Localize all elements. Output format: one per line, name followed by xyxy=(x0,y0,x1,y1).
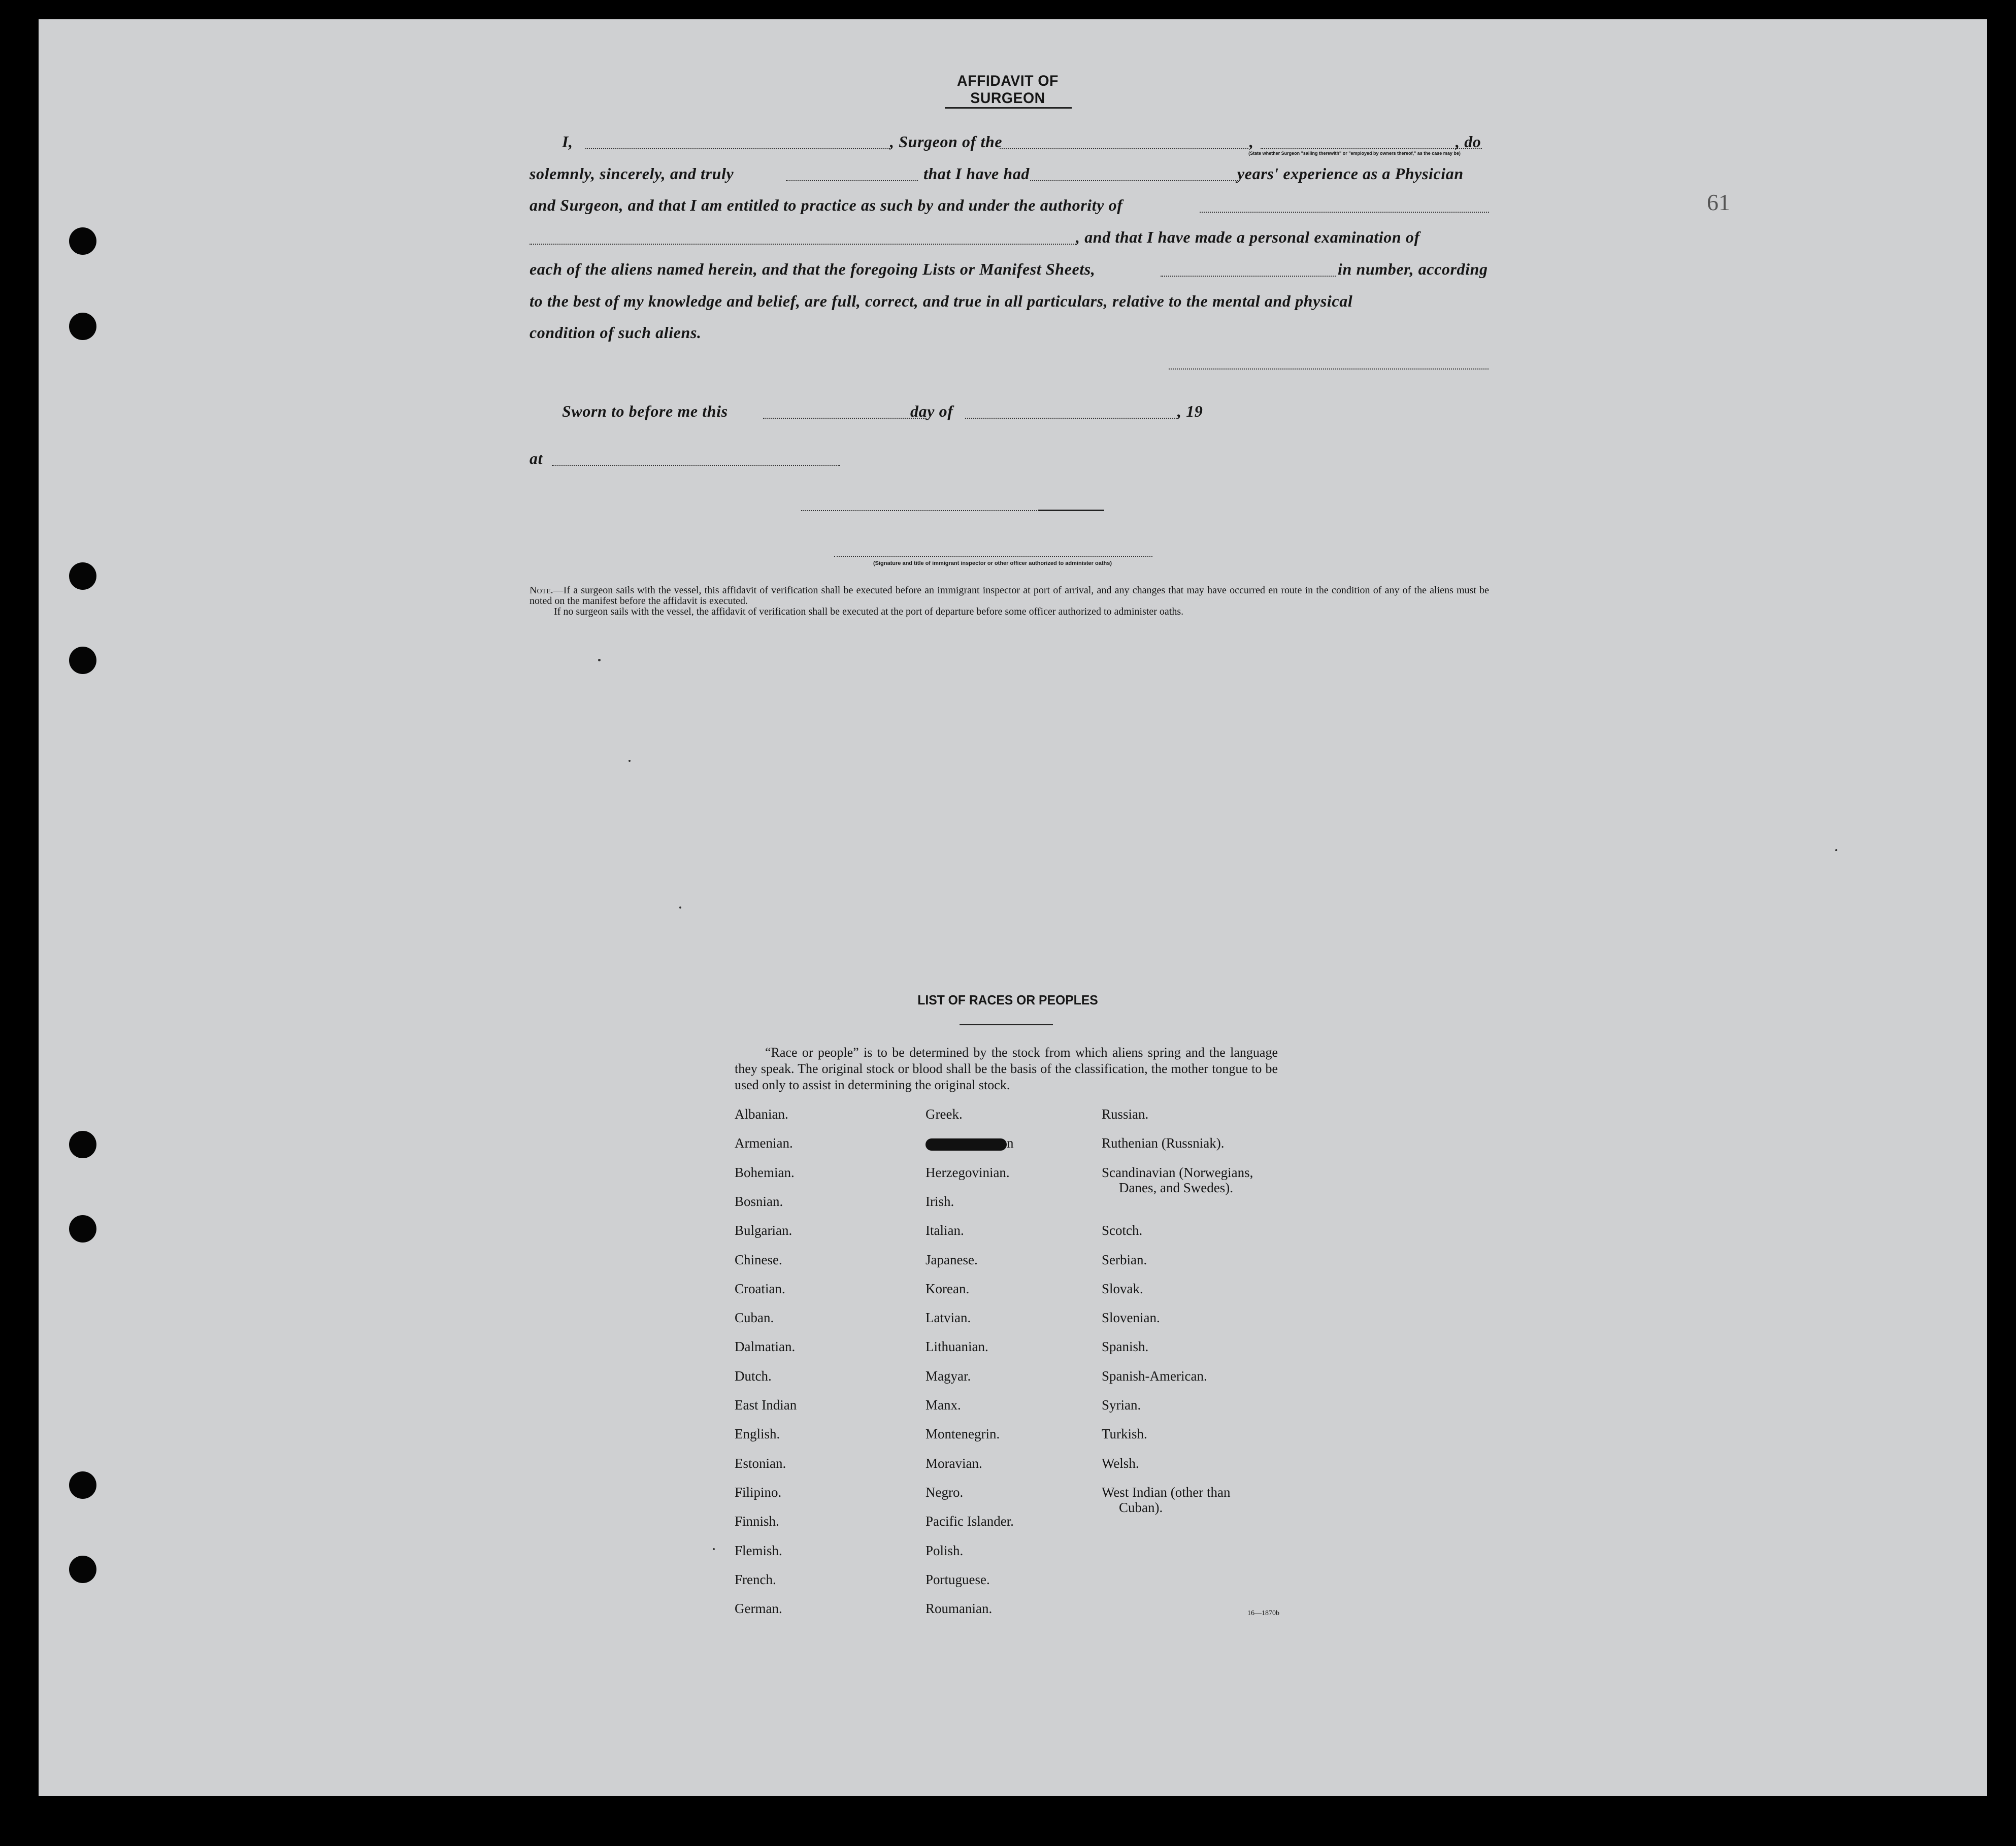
affidavit-line-7 xyxy=(530,318,1489,347)
race-item: Italian. xyxy=(926,1223,964,1238)
affidavit-line-5 xyxy=(530,254,1489,284)
race-item: Spanish. xyxy=(1102,1339,1149,1355)
blank-field[interactable] xyxy=(965,417,1177,419)
note-text: If no surgeon sails with the vessel, the affidavit of verification shall be executed at the port of departure before some officer authorized to administer oaths. xyxy=(554,606,1184,617)
line-text: , 19 xyxy=(1177,402,1203,420)
race-item: Albanian. xyxy=(735,1106,788,1122)
races-title: LIST OF RACES OR PEOPLES xyxy=(917,992,1098,1008)
race-item: Estonian. xyxy=(735,1455,786,1471)
line-text: solemnly, sincerely, and truly xyxy=(530,164,734,183)
inspector-signature-line[interactable] xyxy=(834,556,1152,557)
race-item: Finnish. xyxy=(735,1514,779,1529)
line-text: condition of such aliens. xyxy=(530,323,702,342)
sworn-line xyxy=(530,396,1489,426)
race-item: East Indian xyxy=(735,1397,797,1413)
race-item: Magyar. xyxy=(926,1368,971,1384)
race-item-redacted xyxy=(926,1135,1014,1151)
race-item: Scotch. xyxy=(1102,1223,1143,1238)
race-item: Bohemian. xyxy=(735,1164,795,1180)
line-text: , xyxy=(1249,132,1254,151)
race-item: Lithuanian. xyxy=(926,1339,988,1355)
race-item: English. xyxy=(735,1426,780,1442)
signature-caption: (Signature and title of immigrant inspector or other officer authorized to administer oaths) xyxy=(873,560,1112,566)
document-sheet xyxy=(39,19,1987,1796)
line-text: , Surgeon of the xyxy=(890,132,1003,151)
affidavit-line-3 xyxy=(530,190,1489,220)
line-text: in number, according xyxy=(1338,260,1488,278)
race-item: Portuguese. xyxy=(926,1571,990,1587)
line-text: I, xyxy=(562,132,573,151)
ink-blot xyxy=(926,1138,1007,1151)
race-item: German. xyxy=(735,1601,782,1617)
blank-field[interactable] xyxy=(1030,179,1238,181)
race-item: Filipino. xyxy=(735,1484,782,1500)
surgeon-status-note: (State whether Surgeon "sailing therewith" or "employed by owners thereof," as the case may be) xyxy=(1248,151,1461,156)
punch-hole xyxy=(69,1471,96,1499)
line-text: , and that I have made a personal examination of xyxy=(1076,228,1420,246)
race-item: Turkish. xyxy=(1102,1426,1147,1442)
seal-line-solid xyxy=(1038,510,1104,511)
affidavit-line-4 xyxy=(530,222,1489,252)
scan-speck xyxy=(679,907,681,909)
race-item: Syrian. xyxy=(1102,1397,1141,1413)
race-item: Russian. xyxy=(1102,1106,1149,1122)
race-item: Pacific Islander. xyxy=(926,1514,1014,1529)
title-rule xyxy=(960,1024,1053,1025)
note-text: —If a surgeon sails with the vessel, this affidavit of verification shall be executed before an immigrant inspector at port of arrival, and any changes that may have occurred en route in the condition of any of the aliens must be noted on the manifest before the affidavit is executed. xyxy=(530,585,1489,607)
race-item: Slovenian. xyxy=(1102,1310,1160,1326)
line-text: to the best of my knowledge and belief, are full, correct, and true in all particulars, relative to the mental and physical xyxy=(530,292,1353,310)
race-item: Bulgarian. xyxy=(735,1223,792,1238)
punch-hole xyxy=(69,562,96,590)
affidavit-title: AFFIDAVIT OF SURGEON xyxy=(957,73,1059,107)
race-item: Serbian. xyxy=(1102,1252,1147,1267)
race-item: Cuban. xyxy=(735,1310,774,1326)
affidavit-note xyxy=(530,585,1489,617)
race-item: Danes, and Swedes). xyxy=(1119,1180,1233,1195)
race-item: Armenian. xyxy=(735,1135,793,1151)
affidavit-line-6 xyxy=(530,286,1489,316)
race-item: Korean. xyxy=(926,1281,970,1296)
redacted-suffix: n xyxy=(1007,1135,1014,1151)
scan-speck xyxy=(713,1548,715,1550)
blank-field[interactable] xyxy=(585,147,890,149)
race-item: Greek. xyxy=(926,1106,963,1122)
at-line xyxy=(530,444,1489,473)
scan-speck xyxy=(629,760,631,762)
affidavit-line-2 xyxy=(530,159,1489,188)
line-text: each of the aliens named herein, and that the foregoing Lists or Manifest Sheets, xyxy=(530,260,1096,278)
race-item: Flemish. xyxy=(735,1542,782,1558)
punch-hole xyxy=(69,1215,96,1243)
race-item: Dalmatian. xyxy=(735,1339,796,1355)
blank-field[interactable] xyxy=(530,243,1076,245)
punch-hole xyxy=(69,647,96,674)
race-item: West Indian (other than xyxy=(1102,1484,1231,1500)
punch-hole xyxy=(69,313,96,340)
races-intro xyxy=(735,1045,1278,1093)
race-item: French. xyxy=(735,1571,776,1587)
line-text: and Surgeon, and that I am entitled to practice as such by and under the authority of xyxy=(530,196,1123,214)
scan-speck xyxy=(1835,849,1837,851)
line-text: Sworn to before me this xyxy=(562,402,728,420)
race-item: Slovak. xyxy=(1102,1281,1143,1296)
line-text: that I have had xyxy=(923,164,1030,183)
note-label: Note. xyxy=(530,585,553,596)
blank-field[interactable] xyxy=(763,417,926,419)
blank-field[interactable] xyxy=(552,464,840,466)
blank-field[interactable] xyxy=(786,179,918,181)
race-item: Ruthenian (Russniak). xyxy=(1102,1135,1225,1151)
race-item: Dutch. xyxy=(735,1368,772,1384)
blank-field[interactable] xyxy=(1161,275,1336,277)
title-rule xyxy=(945,107,1072,109)
blank-field[interactable] xyxy=(1000,147,1248,149)
scan-speck xyxy=(598,659,601,661)
race-item: Cuban). xyxy=(1119,1499,1163,1515)
race-item: Manx. xyxy=(926,1397,961,1413)
punch-hole xyxy=(69,1556,96,1583)
form-code: 16—1870b xyxy=(1247,1609,1279,1617)
page-number-mark: 61 xyxy=(1707,189,1730,215)
race-item: Irish. xyxy=(926,1193,954,1209)
race-item: Latvian. xyxy=(926,1310,971,1326)
race-item: Moravian. xyxy=(926,1455,982,1471)
race-item: Polish. xyxy=(926,1542,964,1558)
race-item: Roumanian. xyxy=(926,1601,993,1617)
race-item: Negro. xyxy=(926,1484,964,1500)
race-item: Welsh. xyxy=(1102,1455,1139,1471)
blank-field[interactable] xyxy=(1261,147,1482,149)
punch-hole xyxy=(69,227,96,255)
race-item: Spanish-American. xyxy=(1102,1368,1207,1384)
blank-field[interactable] xyxy=(1200,211,1489,213)
punch-hole xyxy=(69,1131,96,1158)
race-item: Montenegrin. xyxy=(926,1426,1000,1442)
race-item: Japanese. xyxy=(926,1252,978,1267)
line-text: at xyxy=(530,449,543,467)
race-item: Chinese. xyxy=(735,1252,782,1267)
race-item: Croatian. xyxy=(735,1281,785,1296)
surgeon-signature-line[interactable] xyxy=(1169,368,1489,370)
race-item: Herzegovinian. xyxy=(926,1164,1010,1180)
race-item: Bosnian. xyxy=(735,1193,783,1209)
race-item: Scandinavian (Norwegians, xyxy=(1102,1164,1253,1180)
intro-text: “Race or people” is to be determined by the stock from which aliens spring and the language they speak. The original stock or blood shall be the basis of the classification, the mother tongue to be used only to assist in determining the original stock. xyxy=(735,1045,1278,1092)
line-text: years' experience as a Physician xyxy=(1237,164,1464,183)
line-text: , do xyxy=(1456,132,1481,151)
line-text: day of xyxy=(910,402,953,420)
